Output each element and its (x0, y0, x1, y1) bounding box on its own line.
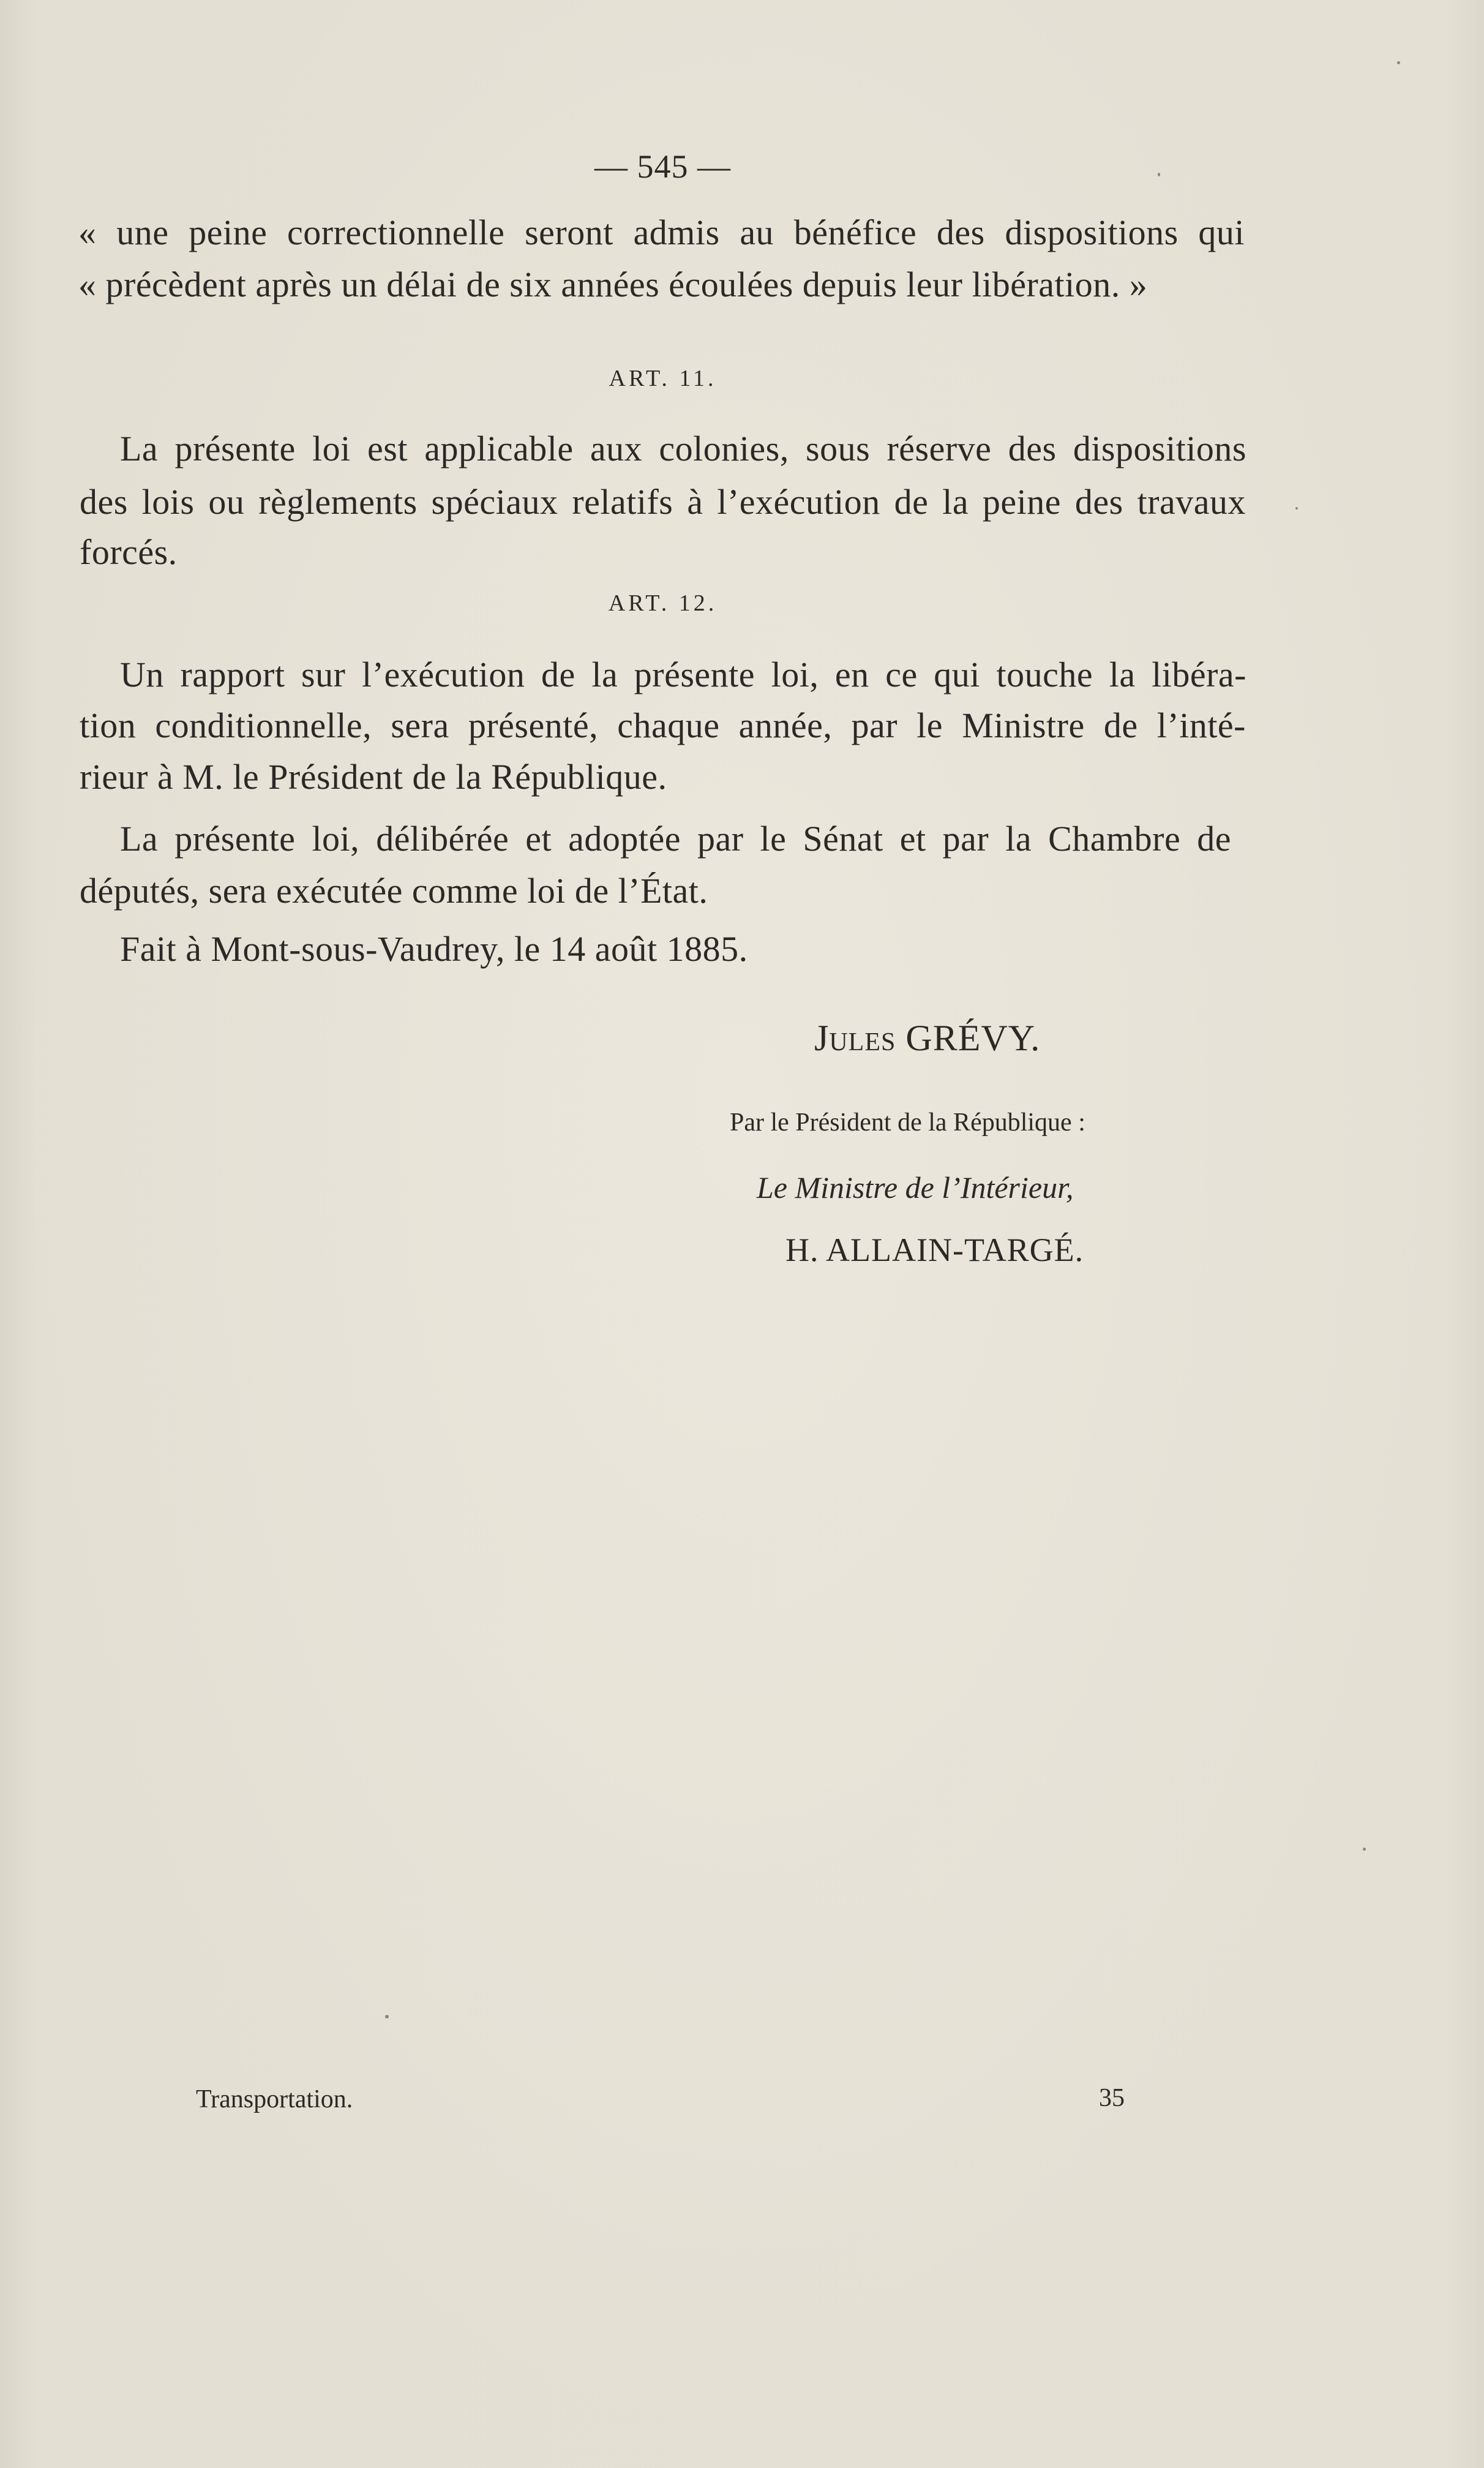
closing-line-1: La présente loi, délibérée et adoptée par le Sénat et par la Chambre de (120, 819, 1231, 859)
paper-speck (385, 2015, 389, 2018)
paper-speck (1295, 507, 1298, 510)
paper-speck (1397, 61, 1400, 64)
article-12-line-1: Un rapport sur l’exécution de la présente loi, en ce qui touche la libéra- (120, 655, 1246, 694)
paragraph-1-line-1: « une peine correctionnelle seront admis au bénéfice des dispositions qui (78, 213, 1245, 252)
article-11-line-2: des lois ou règlements spéciaux relatifs à l’exécution de la peine des travaux (80, 482, 1246, 522)
article-11-line-3: forcés. (80, 532, 178, 572)
closing-line-2: députés, sera exécutée comme loi de l’État. (80, 871, 708, 911)
paper-speck (1158, 173, 1160, 176)
article-12-line-2: tion conditionnelle, sera présenté, chaque année, par le Ministre de l’inté- (80, 705, 1246, 745)
president-first-name: Jules (814, 1018, 896, 1058)
article-11-line-1: La présente loi est applicable aux colonies, sous réserve des dispositions (120, 429, 1246, 468)
page-number: — 545 — (594, 148, 731, 185)
by-president-line: Par le Président de la République : (730, 1108, 1085, 1137)
footer-signature-mark: 35 (1099, 2084, 1125, 2112)
footer-section-title: Transportation. (196, 2085, 353, 2113)
minister-name: H. ALLAIN-TARGÉ. (785, 1232, 1084, 1268)
article-12-heading: ART. 12. (608, 590, 718, 616)
paragraph-1-line-2: « précèdent après un délai de six années écoulées depuis leur libération. » (78, 265, 1148, 304)
minister-title: Le Ministre de l’Intérieur, (757, 1170, 1074, 1205)
article-12-line-3: rieur à M. le Président de la République. (80, 757, 667, 797)
paper-speck (1363, 1848, 1366, 1851)
article-11-heading: ART. 11. (609, 366, 717, 391)
president-last-name: GRÉVY. (905, 1018, 1041, 1058)
dated-line: Fait à Mont-sous-Vaudrey, le 14 août 1885. (120, 929, 748, 969)
president-signature (814, 1014, 1040, 1063)
